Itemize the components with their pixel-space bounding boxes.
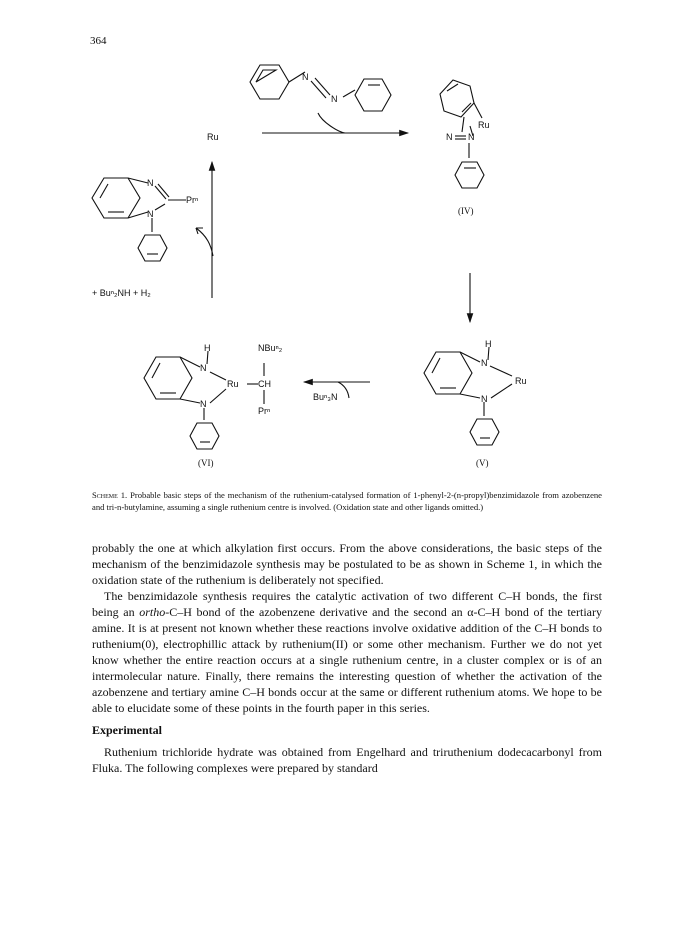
bzim-n-label-2: N <box>147 209 154 219</box>
amine-sub-label: NBuⁿ₂ <box>258 343 283 353</box>
complex-v-structure <box>424 347 512 445</box>
ru-label-vi: Ru <box>227 379 239 389</box>
ch-label: CH <box>258 379 271 389</box>
vi-h-label: H <box>204 343 211 353</box>
paragraph-3: Ruthenium trichloride hydrate was obtained from Engelhard and triruthenium dodecacarbonyl from Fluka. The following complexes were prepared by standard <box>92 745 602 775</box>
bzim-n-label-1: N <box>147 178 154 188</box>
iv-n-label-2: N <box>468 132 475 142</box>
benzimidazole-structure <box>92 178 186 261</box>
caption-head: Scheme 1. <box>92 490 128 500</box>
tributylamine-label: Buⁿ₃N <box>313 392 338 402</box>
paragraph-1: probably the one at which alkylation first occurs. From the above considerations, the basic steps of the mechanism of the benzimidazole synthesis may be postulated to be as shown in Scheme 1, in which the oxidation state of the ruthenium is deliberately not specified. <box>92 541 602 587</box>
ortho-text: ortho <box>139 605 166 619</box>
label-iv: (IV) <box>458 206 474 216</box>
vi-propyl-label: Prⁿ <box>258 406 271 416</box>
caption-text: Probable basic steps of the mechanism of the ruthenium-catalysed formation of 1-phenyl-2-(n-propyl)benzimidazole from azobenzene and tri-n-butylamine, assuming a single ruthenium centre is involved. (Oxidation state and other ligands omitted.) <box>92 490 602 513</box>
page-number: 364 <box>90 35 107 47</box>
coproducts-label: + Buⁿ₂NH + H₂ <box>92 288 151 298</box>
ru-label-v: Ru <box>515 376 527 386</box>
body-text <box>92 540 602 776</box>
scheme-caption <box>92 489 602 514</box>
paragraph-2 <box>92 588 602 716</box>
azo-n-label-1: N <box>302 72 309 82</box>
propyl-label: Prⁿ <box>186 195 199 205</box>
paragraph-2-b: -C–H bond of the azobenzene derivative and the second an α-C–H bond of the tertiary amine. It is at present not known whether these reactions involve oxidative addition of the C–H bonds to ruthenium(0), electrophillic attack by ruthenium(II) or some other mechanism. Further we do not yet know whether the entire reaction occurs at a single ruthenium centre, in a cluster complex or is of an intermolecular nature. Finally, there remains the interesting question of whether the activation of the azobenzene and tertiary amine C–H bonds occur at the same or different ruthenium atoms. We hope to be able to elucidate some of these points in the fourth paper in this series. <box>92 605 602 715</box>
ru-label-top: Ru <box>207 132 219 142</box>
label-vi: (VI) <box>198 458 214 468</box>
iv-n-label-1: N <box>446 132 453 142</box>
label-v: (V) <box>476 458 489 468</box>
section-heading: Experimental <box>92 723 162 737</box>
azobenzene-structure <box>250 65 391 111</box>
vi-n-label-2: N <box>200 399 207 409</box>
paragraph-2-a: The benzimidazole synthesis requires the catalytic activation of two different C–H bonds, the first being an <box>92 589 602 619</box>
v-h-label: H <box>485 339 492 349</box>
ru-label-iv: Ru <box>478 120 490 130</box>
azo-n-label-2: N <box>331 94 338 104</box>
vi-n-label-1: N <box>200 363 207 373</box>
v-n-label-2: N <box>481 394 488 404</box>
v-n-label-1: N <box>481 358 488 368</box>
